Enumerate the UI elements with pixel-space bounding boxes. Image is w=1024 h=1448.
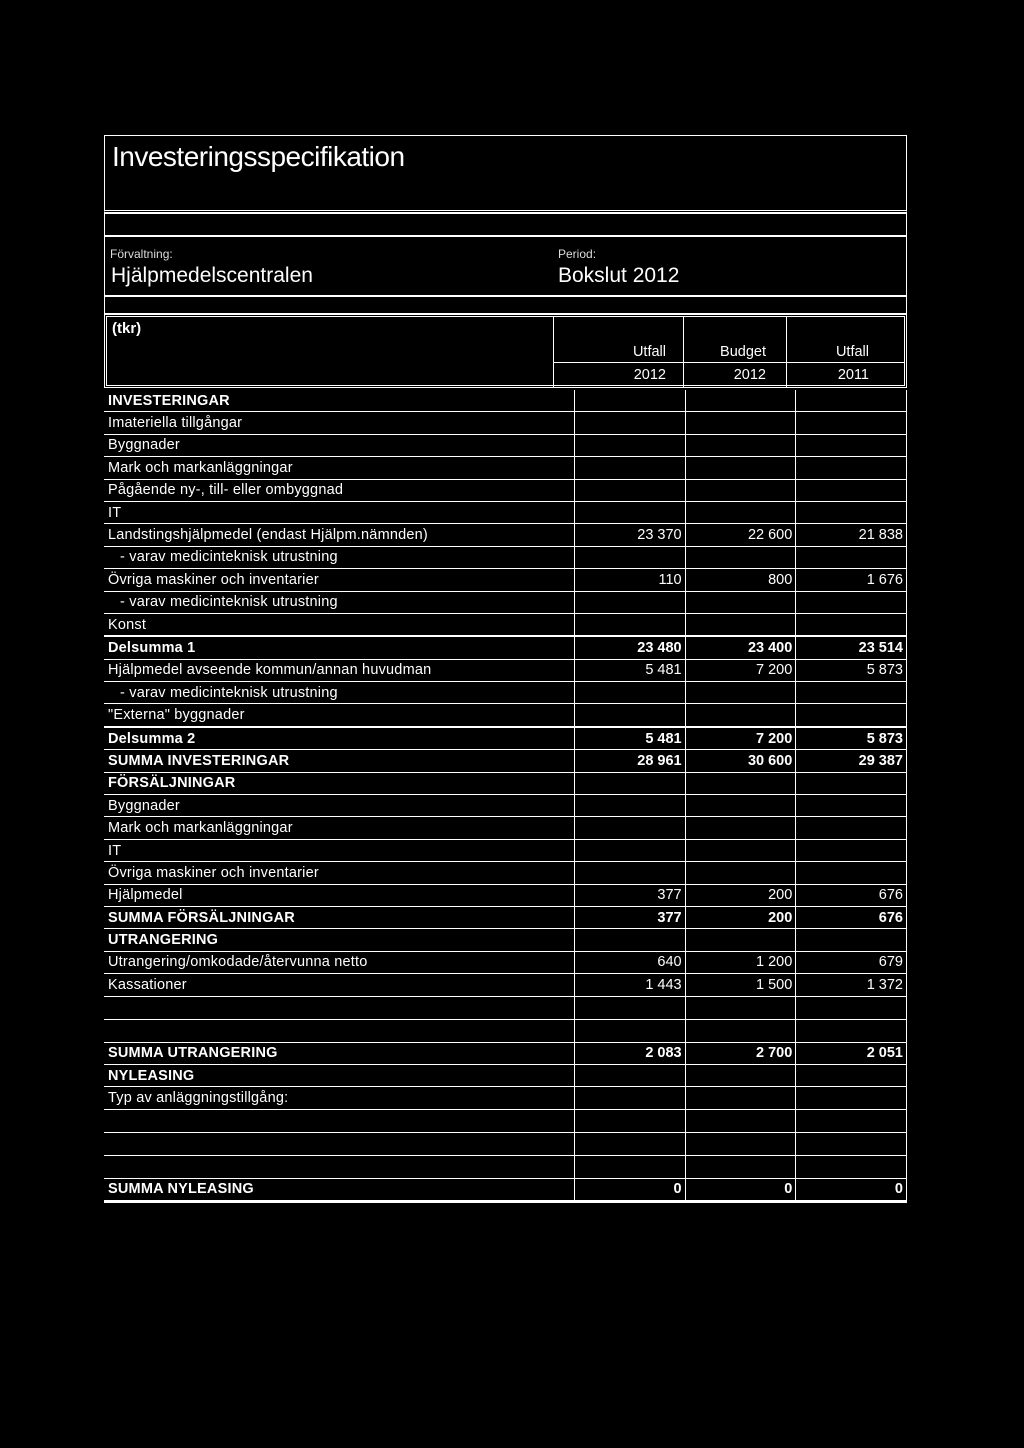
table-row <box>104 501 907 523</box>
row-value-col2 <box>685 434 796 456</box>
investment-table <box>104 390 907 1203</box>
header-divider <box>553 316 554 388</box>
table-row <box>104 1019 907 1042</box>
row-value-col3 <box>796 704 907 727</box>
row-label: Kassationer <box>104 974 574 996</box>
row-value-col2 <box>685 704 796 727</box>
row-label: IT <box>104 839 574 861</box>
table-row <box>104 524 907 546</box>
row-value-col2 <box>685 817 796 839</box>
table-row <box>104 546 907 568</box>
row-label: Mark och markanläggningar <box>104 457 574 479</box>
table-row <box>104 412 907 434</box>
row-value-col2: 1 500 <box>685 974 796 996</box>
row-value-col2: 7 200 <box>685 727 796 750</box>
row-label: IT <box>104 501 574 523</box>
row-value-col3: 676 <box>796 906 907 928</box>
row-value-col1 <box>574 434 685 456</box>
row-value-col1 <box>574 1155 685 1178</box>
row-value-col3: 5 873 <box>796 659 907 681</box>
row-value-col2 <box>685 1064 796 1086</box>
row-value-col3 <box>796 682 907 704</box>
table-row <box>104 906 907 928</box>
row-value-col1 <box>574 457 685 479</box>
row-value-col1 <box>574 929 685 951</box>
row-label: Byggnader <box>104 434 574 456</box>
unit-label: (tkr) <box>112 320 142 337</box>
row-value-col1 <box>574 682 685 704</box>
row-value-col2 <box>685 412 796 434</box>
table-row <box>104 1132 907 1155</box>
row-value-col1: 110 <box>574 569 685 591</box>
row-label: - varav medicinteknisk utrustning <box>104 591 574 613</box>
row-value-col3 <box>796 1109 907 1132</box>
row-value-col2: 800 <box>685 569 796 591</box>
row-value-col1 <box>574 1132 685 1155</box>
row-value-col1: 5 481 <box>574 659 685 681</box>
row-label: "Externa" byggnader <box>104 704 574 727</box>
row-label: INVESTERINGAR <box>104 390 574 412</box>
row-value-col3 <box>796 839 907 861</box>
table-row <box>104 682 907 704</box>
row-label: Hjälpmedel <box>104 884 574 906</box>
row-value-col1: 5 481 <box>574 727 685 750</box>
row-value-col1: 2 083 <box>574 1042 685 1064</box>
row-label: Konst <box>104 613 574 636</box>
row-value-col1 <box>574 591 685 613</box>
row-value-col3 <box>796 1155 907 1178</box>
row-value-col2 <box>685 501 796 523</box>
row-value-col3 <box>796 795 907 817</box>
row-value-col3: 1 372 <box>796 974 907 996</box>
row-value-col3 <box>796 501 907 523</box>
row-value-col1 <box>574 996 685 1019</box>
table-row <box>104 884 907 906</box>
row-label: Delsumma 1 <box>104 636 574 659</box>
row-value-col3 <box>796 1064 907 1086</box>
table-row <box>104 839 907 861</box>
row-label <box>104 1132 574 1155</box>
table-row <box>104 390 907 412</box>
row-value-col3: 5 873 <box>796 727 907 750</box>
row-label <box>104 1109 574 1132</box>
row-value-col3: 2 051 <box>796 1042 907 1064</box>
table-row <box>104 591 907 613</box>
table-row <box>104 479 907 501</box>
row-value-col3 <box>796 457 907 479</box>
table-row <box>104 569 907 591</box>
column-name: Utfall <box>835 344 869 360</box>
row-value-col1 <box>574 795 685 817</box>
table-row <box>104 974 907 996</box>
row-label: Imateriella tillgångar <box>104 412 574 434</box>
row-value-col3 <box>796 591 907 613</box>
row-label: Utrangering/omkodade/återvunna netto <box>104 951 574 973</box>
row-value-col2 <box>685 996 796 1019</box>
row-value-col1 <box>574 546 685 568</box>
table-row <box>104 613 907 636</box>
row-value-col2 <box>685 1109 796 1132</box>
row-value-col3: 29 387 <box>796 750 907 772</box>
table-row <box>104 1178 907 1201</box>
row-value-col3 <box>796 996 907 1019</box>
row-value-col3 <box>796 862 907 884</box>
row-value-col2: 22 600 <box>685 524 796 546</box>
row-label: UTRANGERING <box>104 929 574 951</box>
column-name: Budget <box>720 344 766 360</box>
column-year: 2012 <box>633 367 666 383</box>
row-value-col3 <box>796 434 907 456</box>
row-value-col3 <box>796 479 907 501</box>
table-row <box>104 1042 907 1064</box>
row-value-col2 <box>685 682 796 704</box>
row-label: Delsumma 2 <box>104 727 574 750</box>
row-value-col2 <box>685 772 796 794</box>
row-value-col3: 21 838 <box>796 524 907 546</box>
row-value-col1 <box>574 390 685 412</box>
row-value-col3: 23 514 <box>796 636 907 659</box>
row-value-col1 <box>574 839 685 861</box>
row-label: FÖRSÄLJNINGAR <box>104 772 574 794</box>
row-value-col2: 1 200 <box>685 951 796 973</box>
row-value-col1 <box>574 772 685 794</box>
row-value-col2 <box>685 1155 796 1178</box>
row-value-col2: 2 700 <box>685 1042 796 1064</box>
table-row <box>104 929 907 951</box>
row-value-col2 <box>685 929 796 951</box>
table-row <box>104 704 907 727</box>
row-value-col2 <box>685 1132 796 1155</box>
row-value-col1 <box>574 501 685 523</box>
row-label: Typ av anläggningstillgång: <box>104 1087 574 1109</box>
row-value-col3 <box>796 546 907 568</box>
row-label: Landstingshjälpmedel (endast Hjälpm.nämnden) <box>104 524 574 546</box>
row-value-col3: 676 <box>796 884 907 906</box>
table-row <box>104 951 907 973</box>
row-value-col3 <box>796 929 907 951</box>
row-value-col3 <box>796 412 907 434</box>
row-value-col3 <box>796 817 907 839</box>
row-value-col2 <box>685 1019 796 1042</box>
row-value-col1 <box>574 479 685 501</box>
row-label: Byggnader <box>104 795 574 817</box>
row-label: - varav medicinteknisk utrustning <box>104 682 574 704</box>
row-value-col2: 23 400 <box>685 636 796 659</box>
period-value: Bokslut 2012 <box>558 264 680 287</box>
row-value-col1: 0 <box>574 1178 685 1201</box>
row-label <box>104 1019 574 1042</box>
row-label: NYLEASING <box>104 1064 574 1086</box>
row-value-col1: 377 <box>574 884 685 906</box>
row-value-col1 <box>574 412 685 434</box>
row-value-col1: 28 961 <box>574 750 685 772</box>
row-label: Mark och markanläggningar <box>104 817 574 839</box>
row-label <box>104 996 574 1019</box>
row-value-col3 <box>796 613 907 636</box>
table-row <box>104 996 907 1019</box>
row-value-col1: 640 <box>574 951 685 973</box>
row-label: SUMMA FÖRSÄLJNINGAR <box>104 906 574 928</box>
row-value-col1: 23 480 <box>574 636 685 659</box>
row-value-col1 <box>574 862 685 884</box>
row-value-col3: 679 <box>796 951 907 973</box>
row-value-col1 <box>574 1064 685 1086</box>
column-year: 2011 <box>837 367 869 383</box>
row-label: - varav medicinteknisk utrustning <box>104 546 574 568</box>
forvaltning-value: Hjälpmedelscentralen <box>111 264 313 287</box>
table-row <box>104 772 907 794</box>
row-value-col2 <box>685 591 796 613</box>
table-row <box>104 1155 907 1178</box>
row-label: Övriga maskiner och inventarier <box>104 569 574 591</box>
row-value-col2 <box>685 862 796 884</box>
row-value-col2 <box>685 1087 796 1109</box>
row-value-col1: 23 370 <box>574 524 685 546</box>
table-row <box>104 727 907 750</box>
table-row <box>104 862 907 884</box>
row-value-col3: 0 <box>796 1178 907 1201</box>
row-value-col3 <box>796 1087 907 1109</box>
column-year: 2012 <box>733 367 766 383</box>
header-rule <box>553 362 904 363</box>
row-value-col1: 1 443 <box>574 974 685 996</box>
page-title: Investeringsspecifikation <box>112 141 405 172</box>
row-value-col1: 377 <box>574 906 685 928</box>
row-value-col1 <box>574 1019 685 1042</box>
row-label: Övriga maskiner och inventarier <box>104 862 574 884</box>
row-value-col2: 0 <box>685 1178 796 1201</box>
column-name: Utfall <box>632 344 666 360</box>
row-value-col2: 200 <box>685 884 796 906</box>
table-row <box>104 434 907 456</box>
row-value-col2 <box>685 795 796 817</box>
row-label: SUMMA NYLEASING <box>104 1178 574 1201</box>
table-row <box>104 659 907 681</box>
row-value-col2 <box>685 390 796 412</box>
row-value-col1 <box>574 1109 685 1132</box>
row-value-col3 <box>796 1019 907 1042</box>
table-row <box>104 750 907 772</box>
row-value-col1 <box>574 1087 685 1109</box>
title-spacer <box>104 213 907 236</box>
row-value-col3: 1 676 <box>796 569 907 591</box>
info-spacer <box>104 296 907 314</box>
row-value-col2 <box>685 479 796 501</box>
row-value-col1 <box>574 704 685 727</box>
row-label: Hjälpmedel avseende kommun/annan huvudman <box>104 659 574 681</box>
row-value-col3 <box>796 390 907 412</box>
table-row <box>104 795 907 817</box>
table-row <box>104 1087 907 1109</box>
table-row <box>104 457 907 479</box>
table-row <box>104 817 907 839</box>
row-value-col1 <box>574 817 685 839</box>
row-value-col2 <box>685 457 796 479</box>
row-label: SUMMA INVESTERINGAR <box>104 750 574 772</box>
row-value-col1 <box>574 613 685 636</box>
row-label: SUMMA UTRANGERING <box>104 1042 574 1064</box>
row-value-col2 <box>685 546 796 568</box>
row-value-col3 <box>796 772 907 794</box>
row-label <box>104 1155 574 1178</box>
table-row <box>104 1064 907 1086</box>
row-value-col2: 7 200 <box>685 659 796 681</box>
table-row <box>104 1109 907 1132</box>
row-value-col2: 200 <box>685 906 796 928</box>
row-label: Pågående ny-, till- eller ombyggnad <box>104 479 574 501</box>
forvaltning-label: Förvaltning: <box>110 247 173 261</box>
row-value-col2: 30 600 <box>685 750 796 772</box>
period-label: Period: <box>558 247 597 261</box>
table-row <box>104 636 907 659</box>
row-value-col3 <box>796 1132 907 1155</box>
row-value-col2 <box>685 613 796 636</box>
row-value-col2 <box>685 839 796 861</box>
